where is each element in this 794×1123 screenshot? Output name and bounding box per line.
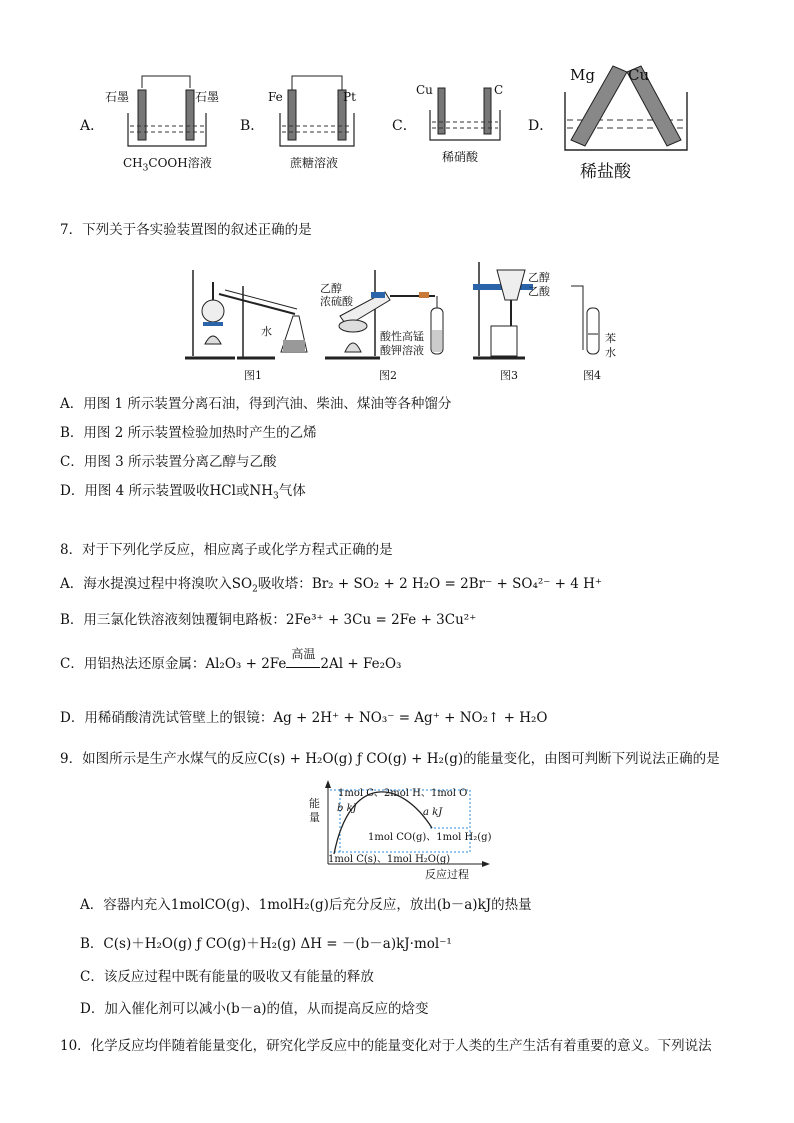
q8-option-d: D．用稀硝酸清洗试管壁上的银镜：Ag + 2H⁺ + NO₃⁻ = Ag⁺ + NO₂↑ + H₂O: [60, 710, 548, 726]
q8-option-c: C．用铝热法还原金属：Al₂O₃ + 2Fe 高温 2Al + Fe₂O₃: [60, 647, 402, 672]
option-c-solution: 稀硝酸: [442, 150, 479, 164]
option-c-letter: C．: [392, 118, 417, 134]
q9-option-a: A．容器内充入1molCO(g)、1molH₂(g)后充分反应，放出(b－a)kJ的热量: [80, 897, 532, 913]
option-b-solution: 蔗糖溶液: [290, 156, 339, 170]
q9-option-d: D．加入催化剂可以减小(b－a)的值，从而提高反应的焓变: [80, 1001, 429, 1017]
q8-stem: 8．对于下列化学反应，相应离子或化学方程式正确的是: [60, 542, 393, 558]
option-d-left-electrode: Mg: [570, 66, 595, 84]
energy-a-label: a kJ: [423, 807, 443, 818]
energy-top-state: 1mol C、2mol H、1mol O: [338, 788, 468, 799]
q9-stem: 9．如图所示是生产水煤气的反应C(s) + H₂O(g) ƒ CO(g) + H₂(g)的能量变化，由图可判断下列说法正确的是: [60, 751, 720, 767]
option-a-letter: A．: [80, 118, 105, 134]
energy-b-label: b kJ: [337, 803, 357, 814]
option-b-right-electrode: Pt: [343, 90, 356, 104]
q8-option-a: A．海水提溴过程中将溴吹入$SO_2$吸收塔：Br₂ + SO₂ + 2 H₂O = 2Br⁻ + SO₄²⁻ + 4 H⁺: [60, 576, 603, 595]
fig1-caption: 图1: [244, 369, 262, 382]
q7-option-d: D．用图 4 所示装置吸收HCl或$NH_3$气体: [60, 483, 306, 502]
fig2-reagent2-label: 浓硫酸: [320, 295, 353, 308]
option-b-cell-diagram: [262, 68, 372, 158]
fig4-label-2: 水: [605, 346, 616, 359]
energy-mid-state: 1mol CO(g)、1mol H₂(g): [368, 832, 492, 843]
fig2-solution-label-2: 酸钾溶液: [380, 344, 424, 357]
option-a-left-electrode: 石墨: [105, 90, 130, 104]
energy-xlabel: 反应过程: [425, 868, 469, 881]
fig2-reagent1-label: 乙醇: [320, 282, 342, 295]
option-a-solution: $CH_3COOH$溶液: [123, 156, 212, 174]
fig2-solution-label-1: 酸性高锰: [380, 330, 424, 343]
fig3-caption: 图3: [500, 369, 518, 382]
q7-option-a: A．用图 1 所示装置分离石油，得到汽油、柴油、煤油等各种馏分: [60, 396, 452, 412]
reaction-condition: 高温: [291, 647, 316, 661]
energy-ylabel-1: 能: [309, 797, 320, 810]
option-b-letter: B．: [240, 118, 265, 134]
fig3-label-2: 乙酸: [528, 285, 550, 298]
q7-option-c: C．用图 3 所示装置分离乙醇与乙酸: [60, 454, 277, 470]
option-d-letter: D．: [528, 118, 554, 134]
q9-option-b: B．C(s)＋H₂O(g) ƒ CO(g)＋H₂(g) ΔH = －(b－a)kJ·mol⁻¹: [80, 936, 452, 952]
q10-stem: 10．化学反应均伴随着能量变化，研究化学反应中的能量变化对于人类的生产生活有着重要的意义。下列说法: [60, 1038, 712, 1054]
energy-ylabel-2: 量: [309, 811, 320, 824]
energy-low-state: 1mol C(s)、1mol H₂O(g): [328, 854, 451, 865]
option-c-left-electrode: Cu: [416, 83, 433, 97]
option-a-right-electrode: 石墨: [195, 90, 220, 104]
option-c-right-electrode: C: [494, 83, 504, 97]
option-d-right-electrode: Cu: [628, 66, 650, 84]
fig2-caption: 图2: [379, 369, 397, 382]
fig1-water-label: 水: [261, 325, 272, 338]
q9-option-c: C．该反应过程中既有能量的吸收又有能量的释放: [80, 969, 374, 985]
option-b-left-electrode: Fe: [268, 90, 283, 104]
q7-option-b: B．用图 2 所示装置检验加热时产生的乙烯: [60, 425, 317, 441]
q7-stem: 7．下列关于各实验装置图的叙述正确的是: [60, 222, 312, 238]
q8-option-b: B．用三氯化铁溶液刻蚀覆铜电路板：2Fe³⁺ + 3Cu = 2Fe + 3Cu²⁺: [60, 612, 477, 628]
option-d-solution: 稀盐酸: [580, 162, 631, 182]
fig4-label-1: 苯: [605, 332, 616, 345]
fig4-caption: 图4: [583, 369, 601, 382]
fig3-label-1: 乙醇: [528, 271, 550, 284]
